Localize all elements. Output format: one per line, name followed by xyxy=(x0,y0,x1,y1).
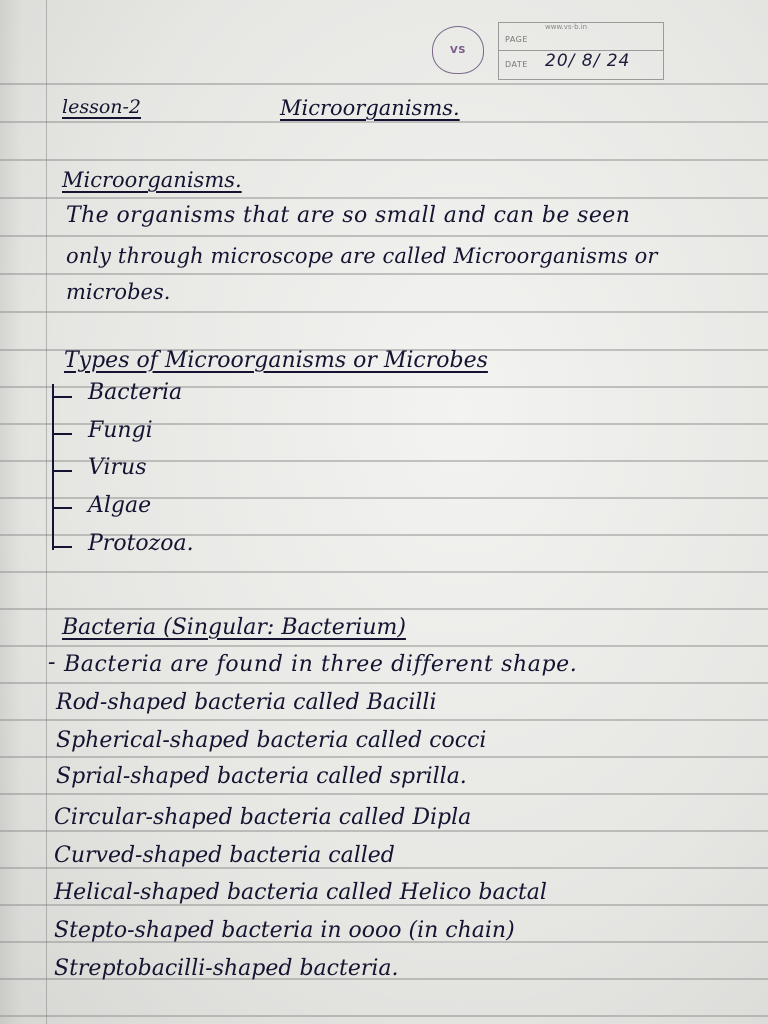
brand-logo xyxy=(432,26,484,74)
margin-line xyxy=(46,0,47,1024)
type-item-fungi: Fungi xyxy=(88,418,153,443)
page-label: PAGE xyxy=(505,35,528,44)
bacteria-intro-dash: - xyxy=(48,650,56,675)
date-label: DATE xyxy=(505,60,528,69)
bacteria-line-8: Streptobacilli-shaped bacteria. xyxy=(54,956,399,981)
bacteria-line-4: Circular-shaped bacteria called Dipla xyxy=(54,805,472,830)
brand-logo-text: VS xyxy=(450,44,466,56)
definition-line-3: microbes. xyxy=(66,280,171,304)
page-row xyxy=(499,23,663,51)
date-value: 20/ 8/ 24 xyxy=(545,51,631,71)
type-item-protozoa: Protozoa. xyxy=(88,531,194,556)
types-dash xyxy=(54,507,72,509)
type-item-virus: Virus xyxy=(88,455,147,480)
types-dash xyxy=(54,546,72,548)
bacteria-heading: Bacteria (Singular: Bacterium) xyxy=(62,615,406,640)
types-dash xyxy=(54,470,72,472)
types-heading: Types of Microorganisms or Microbes xyxy=(64,348,488,373)
types-dash xyxy=(54,433,72,435)
bacteria-line-3: Sprial-shaped bacteria called sprilla. xyxy=(56,764,467,789)
page-date-box xyxy=(498,22,664,80)
types-dash xyxy=(54,396,72,398)
lesson-title: Microorganisms. xyxy=(280,96,460,120)
bacteria-line-6: Helical-shaped bacteria called Helico bactal xyxy=(54,880,547,905)
bacteria-intro: Bacteria are found in three different shape. xyxy=(64,652,578,677)
type-item-bacteria: Bacteria xyxy=(88,380,183,405)
bacteria-line-7: Stepto-shaped bacteria in oooo (in chain) xyxy=(54,918,515,943)
date-row xyxy=(499,51,663,78)
definition-heading: Microorganisms. xyxy=(62,168,242,192)
lesson-label: lesson-2 xyxy=(62,96,142,118)
bacteria-line-5: Curved-shaped bacteria called xyxy=(54,843,395,868)
definition-line-1: The organisms that are so small and can be seen xyxy=(66,203,631,228)
types-bracket xyxy=(52,384,54,550)
type-item-algae: Algae xyxy=(88,493,152,518)
bacteria-line-1: Rod-shaped bacteria called Bacilli xyxy=(56,690,437,715)
definition-line-2: only through microscope are called Microorganisms or xyxy=(66,244,658,268)
bacteria-line-2: Spherical-shaped bacteria called cocci xyxy=(56,728,487,753)
brand-url: www.vs-b.in xyxy=(545,23,588,31)
